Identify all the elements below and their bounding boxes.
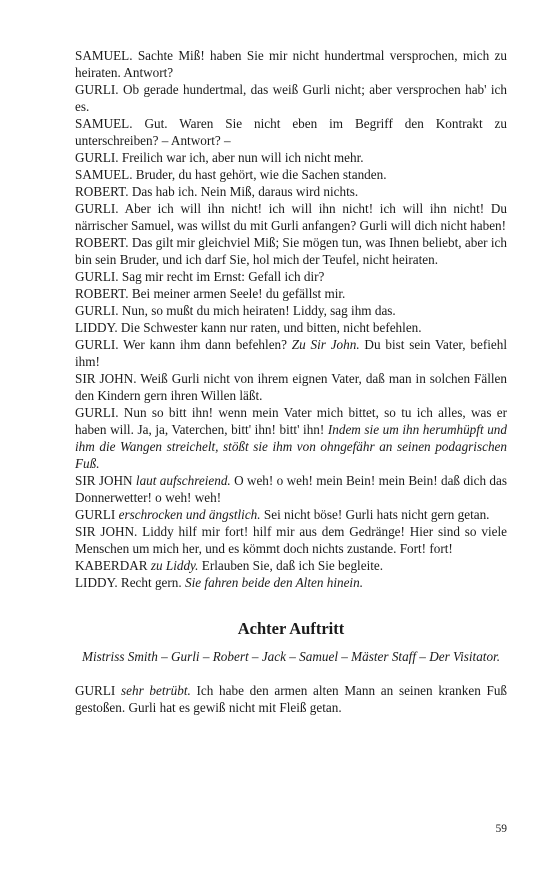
speech-text: Sei nicht böse! Gurli hats nicht gern getan. <box>260 507 490 522</box>
speech-text: ROBERT. Das gilt mir gleichviel Miß; Sie mögen tun, was Ihnen beliebt, aber ich bin sein Bruder, und ich darf Sie, hol mich der Teufel, nicht heiraten. <box>75 235 507 267</box>
speech-text: KABERDAR <box>75 558 151 573</box>
speech-text: Ich habe den armen alten Mann an seinen kranken Fuß gestoßen. Gurli hat es gewiß nicht mit Fleiß getan. <box>75 683 508 715</box>
dialogue-section-after <box>75 682 507 716</box>
speech-text: GURLI <box>75 507 119 522</box>
stage-direction: Zu Sir John. <box>291 337 360 352</box>
speech-text: SAMUEL. Sachte Miß! haben Sie mir nicht hundertmal versprochen, mich zu heiraten. Antwort? <box>75 48 507 80</box>
dialogue-paragraph <box>75 574 507 591</box>
speech-text: SIR JOHN <box>75 473 136 488</box>
dialogue-paragraph <box>75 149 507 166</box>
dialogue-paragraph <box>75 268 507 285</box>
speech-text: GURLI <box>75 683 121 698</box>
speech-text: ROBERT. Bei meiner armen Seele! du gefällst mir. <box>75 286 346 301</box>
dialogue-paragraph <box>75 319 507 336</box>
stage-direction: sehr betrübt. <box>121 683 191 698</box>
speech-text: Erlauben Sie, daß ich Sie begleite. <box>198 558 384 573</box>
stage-direction: Sie fahren beide den Alten hinein. <box>185 575 363 590</box>
speech-text: Du bist sein Vater, befiehl ihm! <box>75 337 507 369</box>
stage-direction: laut aufschreiend. <box>135 473 231 488</box>
speech-text: LIDDY. Recht gern. <box>75 575 185 590</box>
speech-text: GURLI. Ob gerade hundertmal, das weiß Gurli nicht; aber versprochen hab' ich es. <box>75 82 507 114</box>
dialogue-paragraph <box>75 81 507 115</box>
speech-text: GURLI. Freilich war ich, aber nun will ich nicht mehr. <box>75 150 364 165</box>
dialogue-paragraph <box>75 285 507 302</box>
dialogue-paragraph <box>75 115 507 149</box>
stage-direction: erschrocken und ängstlich. <box>118 507 261 522</box>
dialogue-paragraph <box>75 302 507 319</box>
speech-text: O weh! o weh! mein Bein! mein Bein! daß dich das Donnerwetter! o weh! weh! <box>75 473 507 505</box>
stage-direction: zu Liddy. <box>150 558 199 573</box>
speech-text: LIDDY. Die Schwester kann nur raten, und bitten, nicht befehlen. <box>75 320 422 335</box>
dialogue-paragraph <box>75 166 507 183</box>
speech-text: ROBERT. Das hab ich. Nein Miß, daraus wird nichts. <box>75 184 359 199</box>
speech-text: SIR JOHN. Weiß Gurli nicht von ihrem eignen Vater, daß man in solchen Fällen den Kindern gern ihren Willen läßt. <box>75 371 507 403</box>
speech-text: GURLI. Aber ich will ihn nicht! ich will ihn nicht! ich will ihn nicht! Du närrischer Samuel, was willst du mit Gurli anfangen? Gurli will dich nicht haben! <box>75 201 507 233</box>
dialogue-paragraph <box>75 404 507 472</box>
dialogue-paragraph <box>75 506 507 523</box>
speech-text: GURLI. Nun, so mußt du mich heiraten! Liddy, sag ihm das. <box>75 303 396 318</box>
speech-text: GURLI. Sag mir recht im Ernst: Gefall ich dir? <box>75 269 325 284</box>
dialogue-paragraph <box>75 183 507 200</box>
speech-text: GURLI. Nun so bitt ihn! wenn mein Vater mich bittet, so tu ich alles, was er haben will. Ja, ja, Vaterchen, bitt' ihn! bitt' ihn! <box>75 405 507 437</box>
dialogue-paragraph <box>75 47 507 81</box>
dialogue-paragraph <box>75 200 507 234</box>
speech-text: SIR JOHN. Liddy hilf mir fort! hilf mir aus dem Gedränge! Hier sind so viele Menschen um mich her, und es kömmt doch nichts zustande. Fort! fort! <box>75 524 507 556</box>
dialogue-paragraph <box>75 682 507 716</box>
dialogue-paragraph <box>75 336 507 370</box>
stage-direction: Indem sie um ihn herumhüpft und ihm die Wangen streichelt, stößt sie ihm von ohngefähr an seinen podagrischen Fuß. <box>75 422 507 471</box>
dialogue-section <box>75 47 507 591</box>
speech-text: SAMUEL. Bruder, du hast gehört, wie die Sachen standen. <box>75 167 387 182</box>
dialogue-paragraph <box>75 523 507 557</box>
speech-text: SAMUEL. Gut. Waren Sie nicht eben im Begriff den Kontrakt zu unterschreiben? – Antwort? – <box>75 116 507 148</box>
cast-list: Mistriss Smith – Gurli – Robert – Jack – Samuel – Mäster Staff – Der Visitator. <box>81 649 501 664</box>
speech-text: GURLI. Wer kann ihm dann befehlen? <box>75 337 292 352</box>
dialogue-paragraph <box>75 370 507 404</box>
body-text <box>75 47 507 716</box>
scene-heading: Achter Auftritt <box>237 619 345 638</box>
page-number: 59 <box>495 823 507 835</box>
dialogue-paragraph <box>75 234 507 268</box>
dialogue-paragraph <box>75 472 507 506</box>
dialogue-paragraph <box>75 557 507 574</box>
